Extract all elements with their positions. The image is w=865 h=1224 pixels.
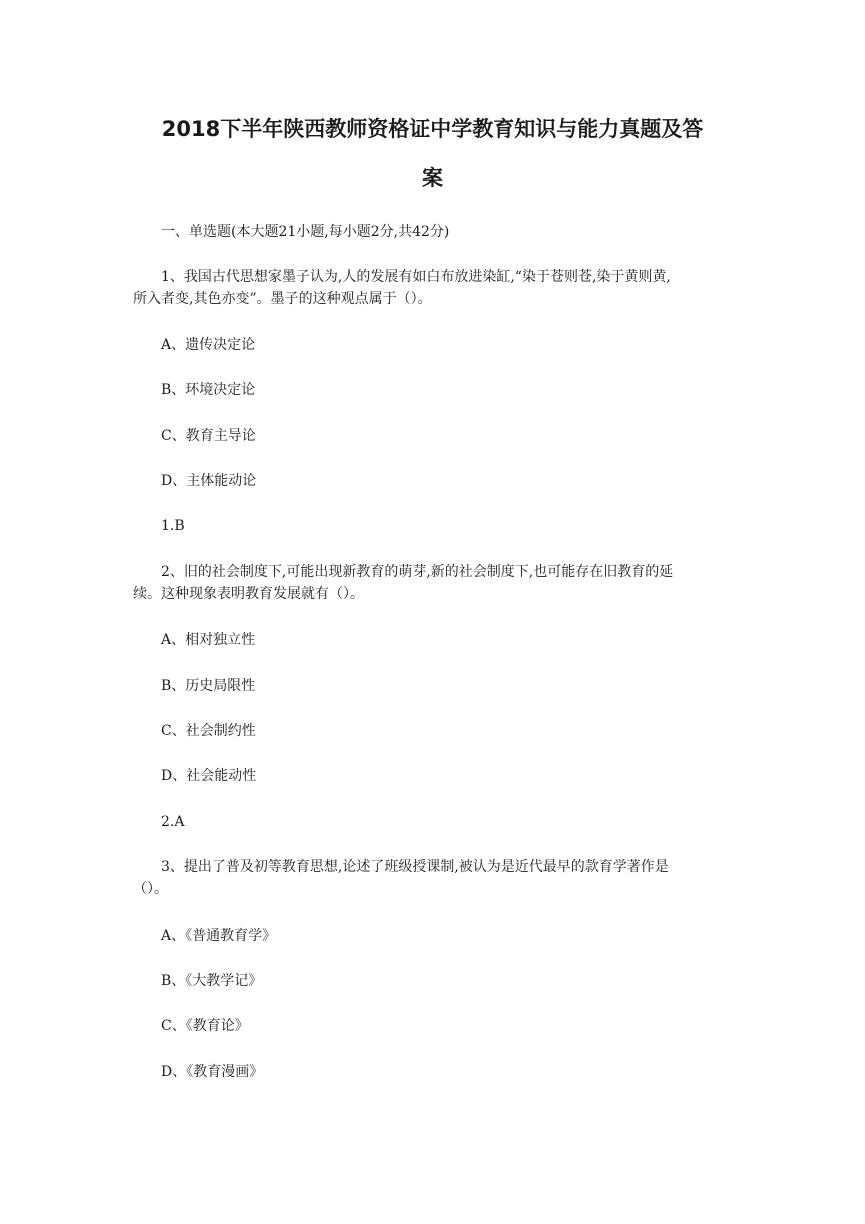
question-3-option-d: D、《教育漫画》 bbox=[161, 1064, 264, 1080]
question-1-option-d: D、主体能动论 bbox=[161, 473, 257, 489]
question-2-stem-line-2: 续。这种现象表明教育发展就有（）。 bbox=[133, 586, 364, 602]
question-1-option-b: B、环境决定论 bbox=[161, 382, 256, 398]
question-2-option-c: C、社会制约性 bbox=[161, 723, 256, 739]
question-1-option-c: C、教育主导论 bbox=[161, 428, 256, 444]
question-1-option-a: A、遗传决定论 bbox=[161, 337, 256, 353]
question-1-stem-line-1: 1、我国古代思想家墨子认为,人的发展有如白布放进染缸,“染于苍则苍,染于黄则黄, bbox=[161, 269, 671, 285]
question-2-option-d: D、社会能动性 bbox=[161, 768, 257, 784]
document-title-line-1: 2018下半年陕西教师资格证中学教育知识与能力真题及答 bbox=[161, 117, 704, 141]
question-2-option-b: B、历史局限性 bbox=[161, 678, 256, 694]
question-2-option-a: A、相对独立性 bbox=[161, 632, 256, 648]
question-1-answer: 1.B bbox=[161, 518, 185, 534]
question-1-stem-line-2: 所入者变,其色亦变”。墨子的这种观点属于（）。 bbox=[133, 291, 432, 307]
question-3-option-a: A、《普通教育学》 bbox=[161, 928, 277, 944]
section-heading: 一、单选题(本大题21小题,每小题2分,共42分) bbox=[161, 224, 450, 240]
question-3-stem-line-2: （）。 bbox=[133, 881, 168, 897]
question-2-stem-line-1: 2、旧的社会制度下,可能出现新教育的萌芽,新的社会制度下,也可能存在旧教育的延 bbox=[161, 564, 674, 580]
question-3-stem-line-1: 3、提出了普及初等教育思想,论述了班级授课制,被认为是近代最早的款育学著作是 bbox=[161, 859, 669, 875]
question-2-answer: 2.A bbox=[161, 814, 185, 830]
document-title-line-2: 案 bbox=[422, 166, 443, 190]
question-3-option-c: C、《教育论》 bbox=[161, 1018, 249, 1034]
question-3-option-b: B、《大教学记》 bbox=[161, 973, 263, 989]
